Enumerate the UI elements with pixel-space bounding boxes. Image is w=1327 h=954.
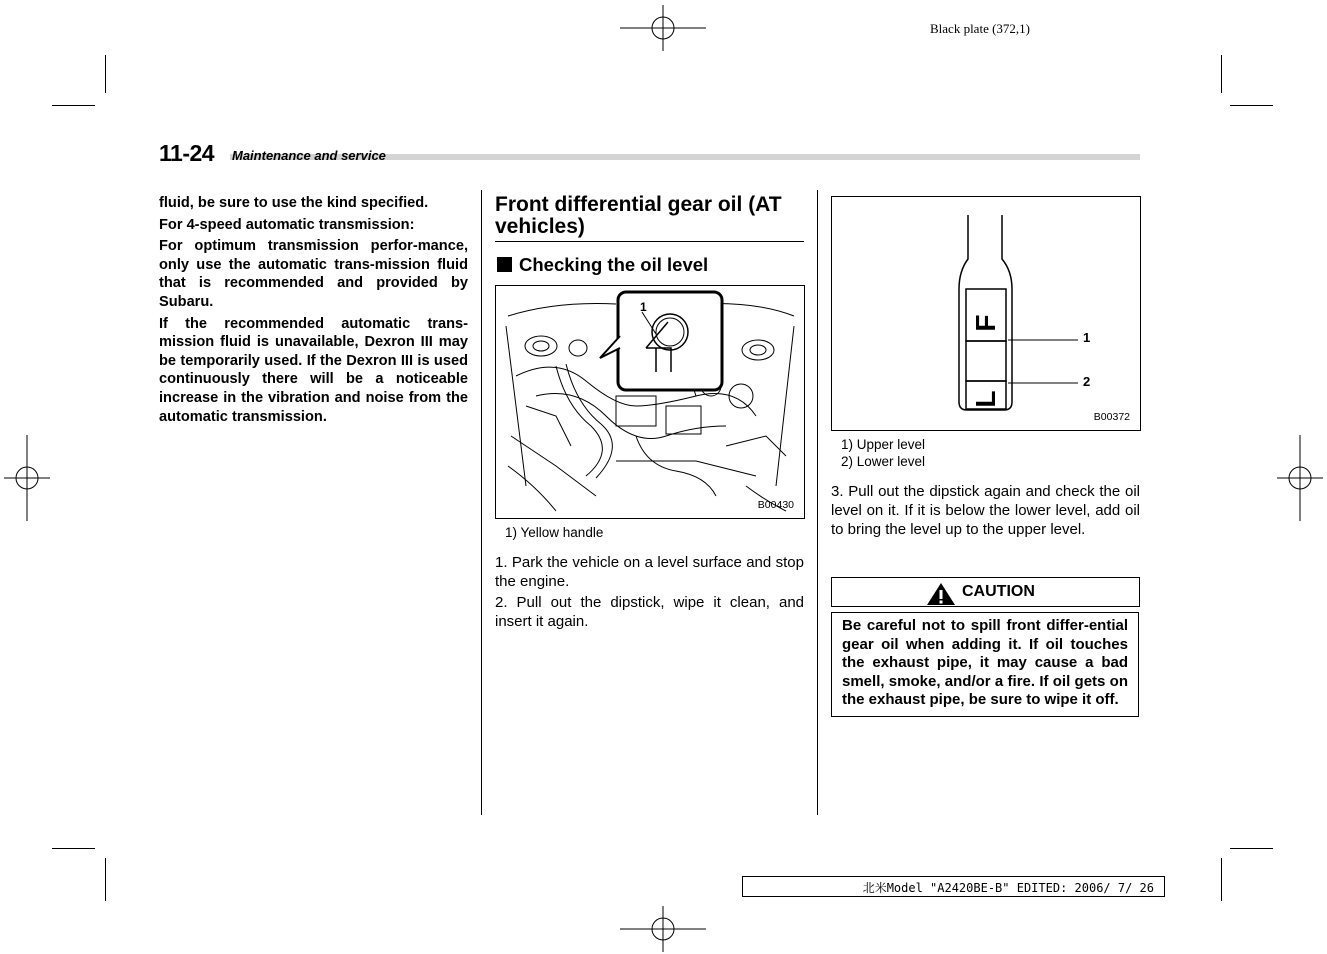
engine-bay-figure xyxy=(495,285,805,519)
heading-rule xyxy=(495,241,804,242)
square-bullet-icon xyxy=(497,257,512,272)
caption-lower-level: 2) Lower level xyxy=(841,454,926,469)
caution-title: CAUTION xyxy=(962,583,1035,600)
figure-callout-2: 2 xyxy=(1083,374,1091,389)
warning-triangle-icon xyxy=(926,582,956,606)
upper-mark: F xyxy=(970,314,1001,332)
subheading xyxy=(497,254,708,276)
registration-mark-top xyxy=(620,5,706,51)
steps xyxy=(495,553,804,633)
lower-mark: L xyxy=(970,390,1001,408)
caution-header xyxy=(831,577,1140,607)
subheading-text: Checking the oil level xyxy=(519,254,709,275)
page-number: 11-24 xyxy=(159,140,215,166)
figure-callout: 1 xyxy=(640,300,647,314)
step: 1. Park the vehicle on a level surface and stop the engine. xyxy=(495,554,804,590)
registration-mark-right xyxy=(1277,435,1323,521)
figure-callout-1: 1 xyxy=(1083,330,1091,345)
figure-caption: 1) Yellow handle xyxy=(505,525,604,540)
column-divider xyxy=(817,190,818,815)
engine-bay-illustration xyxy=(496,286,804,518)
paragraph: If the recommended automatic trans-mission fluid is unavailable, Dexron III may be temporarily used. If the Dexron III is used continuously there will be a noticeable increase in the vibration and noise from the automatic transmission. xyxy=(159,315,468,425)
figure-captions xyxy=(841,436,925,470)
caution-text: Be careful not to spill front differ-ential gear oil when adding it. If oil touches the exhaust pipe, it may cause a bad smell, smoke, and/or a fire. If oil gets on the exhaust pipe, be sure to wipe it off. xyxy=(831,612,1139,717)
column-divider xyxy=(481,190,482,815)
section-title: Maintenance and service xyxy=(232,148,386,163)
figure-code: B00430 xyxy=(757,499,794,511)
step: 2. Pull out the dipstick, wipe it clean, and insert it again. xyxy=(495,594,804,630)
paragraph: For 4-speed automatic transmission: xyxy=(159,216,415,233)
paragraph: fluid, be sure to use the kind specified. xyxy=(159,195,429,211)
registration-mark-bottom xyxy=(620,906,706,952)
step-3: 3. Pull out the dipstick again and check the oil level on it. If it is below the lower level, add oil to bring the level up to the upper level. xyxy=(831,483,1140,538)
dipstick-figure xyxy=(831,196,1141,431)
registration-mark-left xyxy=(4,435,50,521)
left-column xyxy=(159,194,468,429)
paragraph: For optimum transmission perfor-mance, only use the automatic trans-mission fluid that is recommended and provided by Subaru. xyxy=(159,238,468,310)
plate-label: Black plate (372,1) xyxy=(930,21,1030,36)
caption-upper-level: 1) Upper level xyxy=(841,437,926,452)
figure-code: B00372 xyxy=(1093,411,1130,423)
section-heading: Front differential gear oil (AT vehicles) xyxy=(495,193,782,238)
footer-label: 北米Model "A2420BE-B" EDITED: 2006/ 7/ 26 xyxy=(742,876,1165,897)
